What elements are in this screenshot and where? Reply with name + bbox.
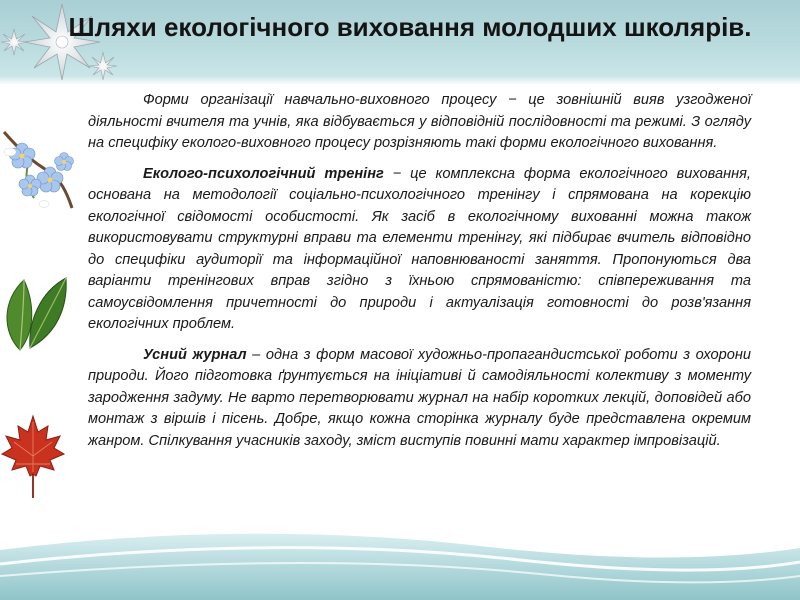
paragraph-text: Форми організації навчально-виховного процесу − це зовнішній вияв узгодженої діяльності вчителя та учнів, яка відбувається у відповідній послідовності та режимі. З огляду на специфіку еколого-виховного процесу розрізняють такі форми екологічного виховання.: [88, 92, 751, 151]
paragraph-text: − це комплексна форма екологічного виховання, основана на методології соціально-психологічного тренінгу і спрямована на корекцію екологічної свідомості особистості. Як засіб в екологічному вихованні можна також використовувати структурні вправи та елементи тренінгу, які підбирає вчитель відповідно до специфіки аудиторії та інформаційної наповнюваності заняття. Пропонуються два варіанти тренінгових вправ згідно з їхньою спрямованістю: співпереживання та самоусвідомлення причетності до природи і актуалізація готовності до розв'язання екологічних проблем.: [88, 165, 751, 332]
paragraph-text: – одна з форм масової художньо-пропагандистської роботи з охорони природи. Його підготовка ґрунтується на ініціативі й самодіяльності колективу з моменту зародження задуму. Не варто перетворювати журнал на набір коротких лекцій, доповідей або монтаж з віршів і пісень. Добре, якщо кожна сторінка журналу буде представлена окремим жанром. Спілкування учасників заходу, зміст виступів повинні мати характер імпровізацій.: [88, 346, 751, 449]
term-oral-journal: Усний журнал: [143, 346, 247, 363]
red-maple-leaf: [0, 412, 66, 500]
paragraph-oral-journal: [88, 345, 751, 453]
bottom-wave: [0, 520, 800, 600]
paragraph-training: [88, 164, 751, 336]
forget-me-not-flowers: [0, 128, 82, 218]
green-leaves: [0, 272, 70, 352]
term-training: Еколого-психологічний тренінг: [143, 165, 384, 182]
slide-title: Шляхи екологічного виховання молодших школярів.: [68, 12, 752, 42]
paragraph-forms: [88, 90, 751, 155]
content-body: [88, 90, 751, 461]
